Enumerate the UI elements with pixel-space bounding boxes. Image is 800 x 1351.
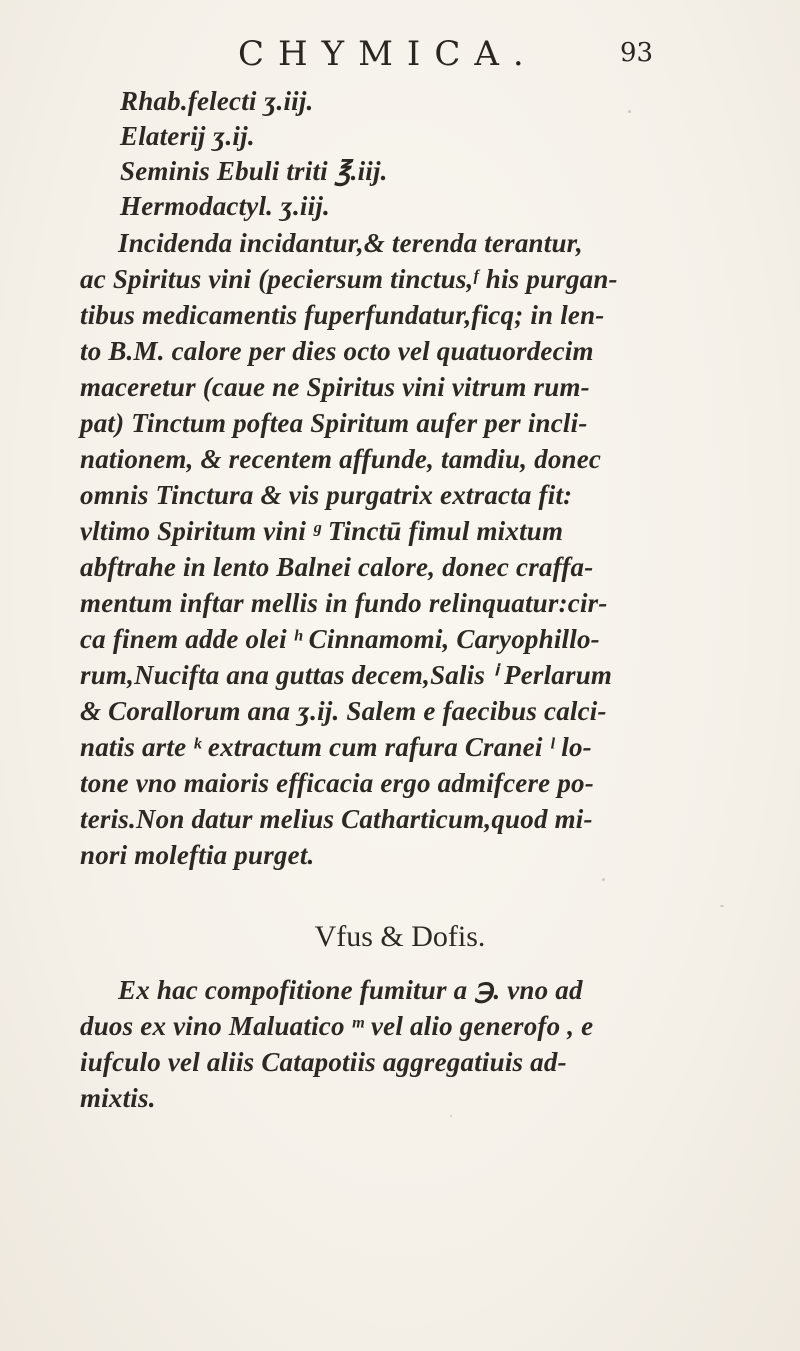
text-line: duos ex vino Maluatico ᵐ vel alio generofo , e — [80, 1011, 594, 1041]
text-line: omnis Tinctura & vis purgatrix extracta fit: — [80, 480, 573, 510]
text-line: mentum inftar mellis in fundo relinquatur:cir- — [80, 588, 608, 618]
text-line: Ex hac compofitione fumitur a ℈. vno ad — [118, 975, 583, 1005]
text-line: maceretur (caue ne Spiritus vini vitrum rum- — [80, 372, 590, 402]
running-head — [0, 34, 800, 84]
paper-speck — [628, 110, 631, 113]
text-line: nori moleftia purget. — [80, 840, 315, 870]
paper-speck — [450, 1115, 452, 1117]
text-line: Incidenda incidantur,& terenda terantur, — [118, 228, 583, 258]
running-head-title: CHYMICA. — [238, 34, 538, 74]
text-line: & Corallorum ana ʒ.ij. Salem e faecibus calci- — [80, 696, 607, 726]
page-number: 93 — [620, 38, 654, 68]
recipe-line: Elaterij ʒ.ij. — [120, 121, 255, 151]
paper-speck — [602, 878, 605, 881]
text-line: abftrahe in lento Balnei calore, donec craffa- — [80, 552, 594, 582]
text-line: rum,Nucifta ana guttas decem,Salis ⁱ Perlarum — [80, 660, 613, 690]
text-line: vltimo Spiritum vini ᵍ Tinctū fimul mixtum — [80, 516, 564, 546]
text-line: pat) Tinctum poftea Spiritum aufer per incli- — [80, 408, 588, 438]
text-line: ca finem adde olei ʰ Cinnamomi, Caryophillo- — [80, 624, 600, 654]
text-line: natis arte ᵏ extractum cum rafura Cranei ˡ lo- — [80, 732, 592, 762]
recipe-line: Hermodactyl. ʒ.iij. — [120, 191, 330, 221]
text-line: to B.M. calore per dies octo vel quatuordecim — [80, 336, 594, 366]
recipe-line: Seminis Ebuli triti ℥.iij. — [120, 156, 388, 186]
text-line: tibus medicamentis fuperfundatur,ficq; in len- — [80, 300, 605, 330]
text-line: iufculo vel aliis Catapotiis aggregatiuis ad- — [80, 1047, 567, 1077]
text-line: nationem, & recentem affunde, tamdiu, donec — [80, 444, 602, 474]
text-line: ac Spiritus vini (peciersum tinctus,ᶠ his purgan- — [80, 264, 618, 294]
section-heading: Vfus & Dofis. — [314, 920, 486, 953]
text-line: teris.Non datur melius Catharticum,quod mi- — [80, 804, 593, 834]
text-line: mixtis. — [80, 1083, 156, 1113]
text-line: tone vno maioris efficacia ergo admifcere po- — [80, 768, 594, 798]
paper-speck — [720, 905, 724, 907]
recipe-line: Rhab.felecti ʒ.iij. — [120, 86, 314, 116]
